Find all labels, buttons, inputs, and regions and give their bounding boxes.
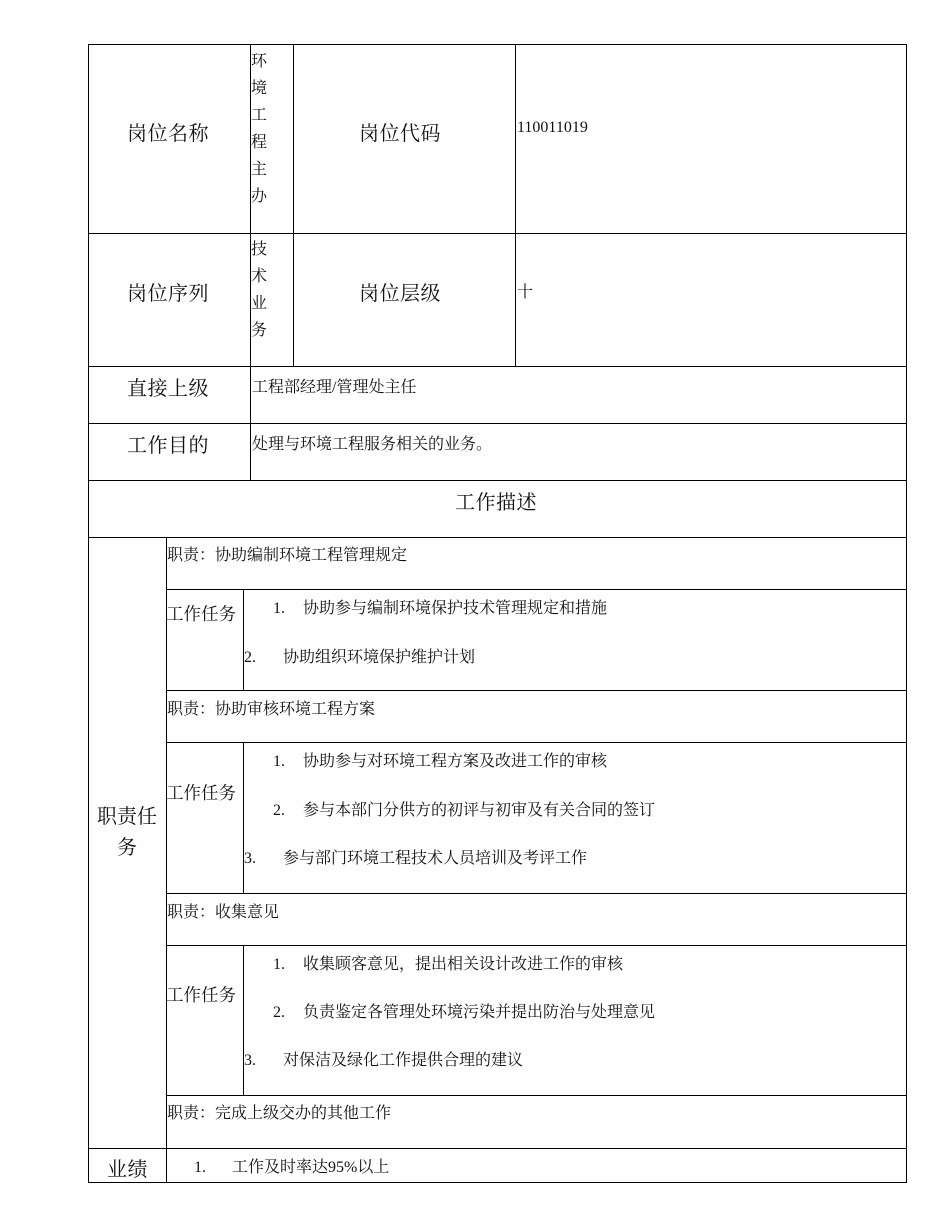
col-divider: [293, 44, 294, 366]
purpose-value: 处理与环境工程服务相关的业务。: [252, 436, 493, 453]
col-divider: [243, 945, 244, 1095]
task-item: 1. 协助参与对环境工程方案及改进工作的审核: [273, 753, 608, 770]
description-title: 工作描述: [455, 490, 537, 514]
performance-item: 1. 工作及时率达95%以上: [194, 1159, 390, 1176]
row-divider: [88, 233, 907, 234]
col-divider: [166, 537, 167, 1183]
task-item: 1. 协助参与编制环境保护技术管理规定和措施: [273, 600, 608, 617]
duty-title: 职责：收集意见: [167, 904, 280, 921]
row-divider: [166, 690, 907, 691]
post-level-value: 十: [517, 284, 534, 301]
row-divider: [88, 1148, 907, 1149]
row-divider: [166, 893, 907, 894]
task-item: 3. 参与部门环境工程技术人员培训及考评工作: [244, 850, 588, 867]
duties-label: 职责任务: [97, 804, 157, 859]
row-divider: [88, 366, 907, 367]
col-divider: [243, 742, 244, 893]
row-divider: [88, 480, 907, 481]
task-item: 2. 协助组织环境保护维护计划: [244, 649, 476, 666]
post-name-label: 岗位名称: [127, 121, 209, 145]
col-divider: [243, 589, 244, 690]
task-item: 3. 对保洁及绿化工作提供合理的建议: [244, 1052, 524, 1069]
post-level-label: 岗位层级: [359, 281, 441, 305]
duty-title: 职责：协助编制环境工程管理规定: [167, 547, 408, 564]
superior-value: 工程部经理/管理处主任: [252, 379, 417, 396]
post-name-value: 环境工程主办: [251, 51, 268, 205]
duty-title: 职责：完成上级交办的其他工作: [167, 1105, 392, 1122]
row-divider: [166, 742, 907, 743]
purpose-label: 工作目的: [127, 433, 209, 457]
row-divider: [166, 589, 907, 590]
row-divider: [166, 1095, 907, 1096]
row-divider: [88, 537, 907, 538]
post-code-value: 110011019: [517, 119, 588, 136]
task-label: 工作任务: [166, 605, 236, 625]
task-label: 工作任务: [166, 986, 236, 1006]
task-label: 工作任务: [166, 784, 236, 804]
row-divider: [88, 423, 907, 424]
duty-title: 职责：协助审核环境工程方案: [167, 701, 376, 718]
task-item: 2. 负责鉴定各管理处环境污染并提出防治与处理意见: [273, 1004, 656, 1021]
post-code-label: 岗位代码: [359, 121, 441, 145]
performance-label: 业绩: [107, 1157, 148, 1181]
superior-label: 直接上级: [127, 376, 209, 400]
row-divider: [166, 945, 907, 946]
post-series-label: 岗位序列: [127, 281, 209, 305]
col-divider: [515, 44, 516, 366]
task-item: 1. 收集顾客意见，提出相关设计改进工作的审核: [273, 956, 624, 973]
task-item: 2. 参与本部门分供方的初评与初审及有关合同的签订: [273, 802, 656, 819]
post-series-value: 技术业务: [251, 239, 268, 339]
